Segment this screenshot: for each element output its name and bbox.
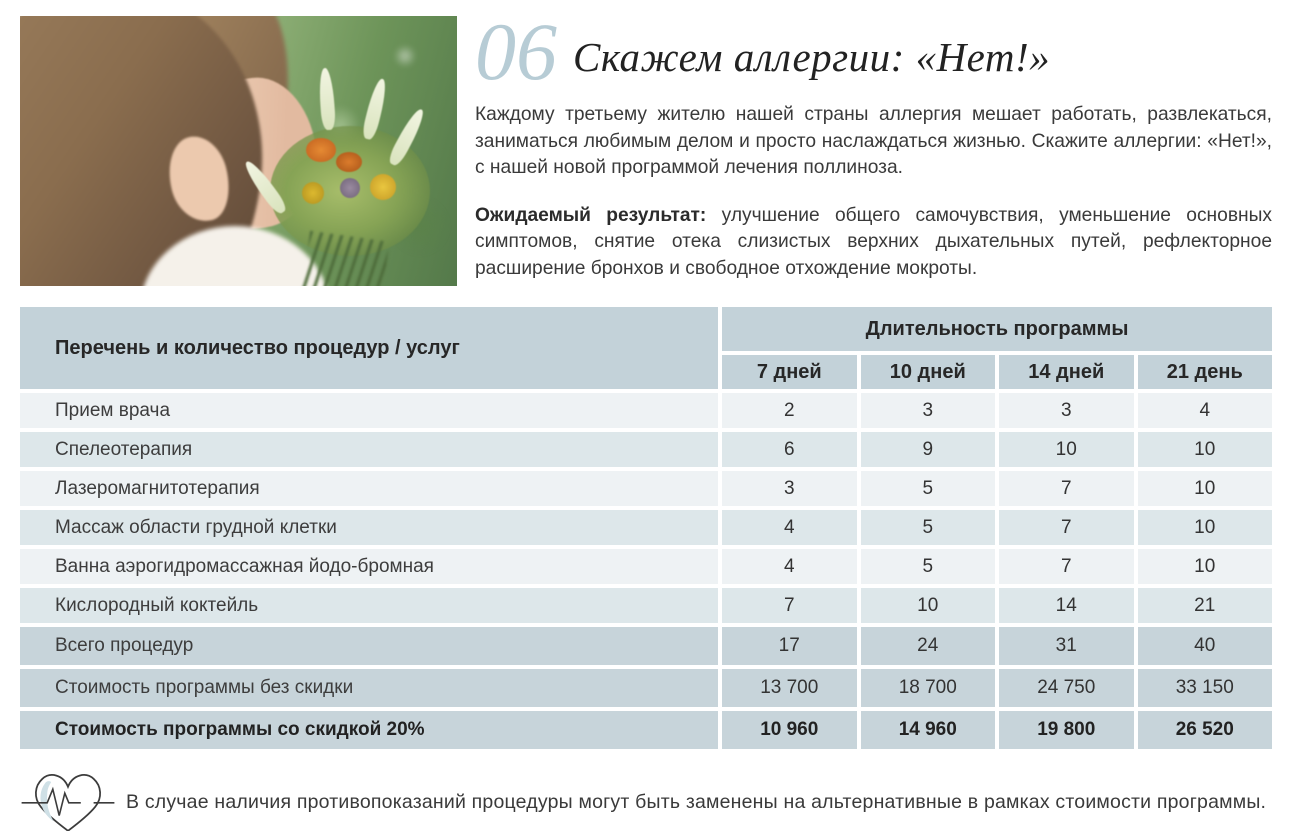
- value-21-days: 4: [1138, 393, 1273, 428]
- value-7-days: 10 960: [722, 711, 857, 749]
- expected-result-text: улучшение общего самочувствия, уменьшение основных симптомов, снятие отека слизистых верхних дыхательных путей, рефлекторное расширение бронхов и свободное отхождение мокроты.: [475, 204, 1272, 279]
- value-10-days: 18 700: [861, 669, 996, 707]
- duration-header-group: [722, 307, 1272, 389]
- top-section: [20, 6, 1272, 286]
- value-14-days: 7: [999, 510, 1134, 545]
- photo-yellow-flower: [370, 174, 396, 200]
- header-text-block: [475, 6, 1272, 286]
- expected-result-paragraph: [475, 203, 1272, 283]
- photo-purple-flower: [340, 178, 360, 198]
- table-row: [20, 510, 1272, 545]
- program-durations-table: [20, 307, 1272, 749]
- value-21-days: 40: [1138, 627, 1273, 665]
- value-14-days: 3: [999, 393, 1134, 428]
- table-row: [20, 549, 1272, 584]
- value-14-days: 19 800: [999, 711, 1134, 749]
- column-header-services: Перечень и количество процедур / услуг: [20, 307, 718, 389]
- value-14-days: 7: [999, 549, 1134, 584]
- photo-white-flower-spike: [361, 77, 390, 141]
- service-name: Массаж области грудной клетки: [20, 510, 718, 545]
- table-row: [20, 588, 1272, 623]
- photo-yellow-flower: [302, 182, 324, 204]
- value-14-days: 24 750: [999, 669, 1134, 707]
- value-10-days: 5: [861, 510, 996, 545]
- section-number: 06: [475, 6, 557, 97]
- intro-paragraph: Каждому третьему жителю нашей страны аллергия мешает работать, развлекаться, заниматься любимым делом и просто наслаждаться жизнью. Скажите аллергии: «Нет!», с нашей новой программой лечения поллиноза.: [475, 104, 1272, 179]
- footnote: [20, 766, 1272, 831]
- value-21-days: 33 150: [1138, 669, 1273, 707]
- table-header: [20, 307, 1272, 389]
- photo-woman-smelling-flowers: [20, 16, 457, 286]
- photo-bouquet-stems: [301, 231, 390, 286]
- service-name: Всего процедур: [20, 627, 718, 665]
- value-7-days: 4: [722, 510, 857, 545]
- value-10-days: 3: [861, 393, 996, 428]
- value-14-days: 7: [999, 471, 1134, 506]
- table-row: [20, 471, 1272, 506]
- value-10-days: 14 960: [861, 711, 996, 749]
- value-14-days: 14: [999, 588, 1134, 623]
- value-7-days: 4: [722, 549, 857, 584]
- value-10-days: 24: [861, 627, 996, 665]
- column-header-7-days: 7 дней: [722, 355, 857, 389]
- title-line: [475, 6, 1272, 97]
- value-21-days: 26 520: [1138, 711, 1273, 749]
- value-7-days: 3: [722, 471, 857, 506]
- footnote-text: В случае наличия противопоказаний процедуры могут быть заменены на альтернативные в рамках стоимости программы.: [126, 790, 1267, 813]
- value-10-days: 10: [861, 588, 996, 623]
- column-header-10-days: 10 дней: [861, 355, 996, 389]
- value-21-days: 10: [1138, 471, 1273, 506]
- service-name: Ванна аэрогидромассажная йодо-бромная: [20, 549, 718, 584]
- service-name: Лазеромагнитотерапия: [20, 471, 718, 506]
- value-7-days: 6: [722, 432, 857, 467]
- service-name: Кислородный коктейль: [20, 588, 718, 623]
- photo-wildflower-bouquet: [250, 86, 450, 286]
- column-header-14-days: 14 дней: [999, 355, 1134, 389]
- value-10-days: 5: [861, 549, 996, 584]
- table-row: [20, 432, 1272, 467]
- heart-pulse-icon: [20, 766, 116, 831]
- value-14-days: 31: [999, 627, 1134, 665]
- photo-orange-flower: [306, 138, 336, 162]
- table-row-total-procedures: [20, 627, 1272, 665]
- value-7-days: 2: [722, 393, 857, 428]
- value-21-days: 10: [1138, 432, 1273, 467]
- value-21-days: 10: [1138, 510, 1273, 545]
- service-name: Спелеотерапия: [20, 432, 718, 467]
- service-name: Прием врача: [20, 393, 718, 428]
- group-header-duration: Длительность программы: [722, 307, 1272, 351]
- value-21-days: 10: [1138, 549, 1273, 584]
- duration-subheaders: [722, 355, 1272, 389]
- value-7-days: 17: [722, 627, 857, 665]
- photo-orange-flower: [336, 152, 362, 172]
- table-row-price-discounted: [20, 711, 1272, 749]
- column-header-21-days: 21 день: [1138, 355, 1273, 389]
- value-10-days: 9: [861, 432, 996, 467]
- table-row: [20, 393, 1272, 428]
- value-7-days: 13 700: [722, 669, 857, 707]
- page-title: Скажем аллергии: «Нет!»: [573, 34, 1051, 81]
- value-10-days: 5: [861, 471, 996, 506]
- service-name: Стоимость программы со скидкой 20%: [20, 711, 718, 749]
- value-7-days: 7: [722, 588, 857, 623]
- value-14-days: 10: [999, 432, 1134, 467]
- expected-result-label: Ожидаемый результат:: [475, 204, 707, 226]
- table-row-price-full: [20, 669, 1272, 707]
- service-name: Стоимость программы без скидки: [20, 669, 718, 707]
- value-21-days: 21: [1138, 588, 1273, 623]
